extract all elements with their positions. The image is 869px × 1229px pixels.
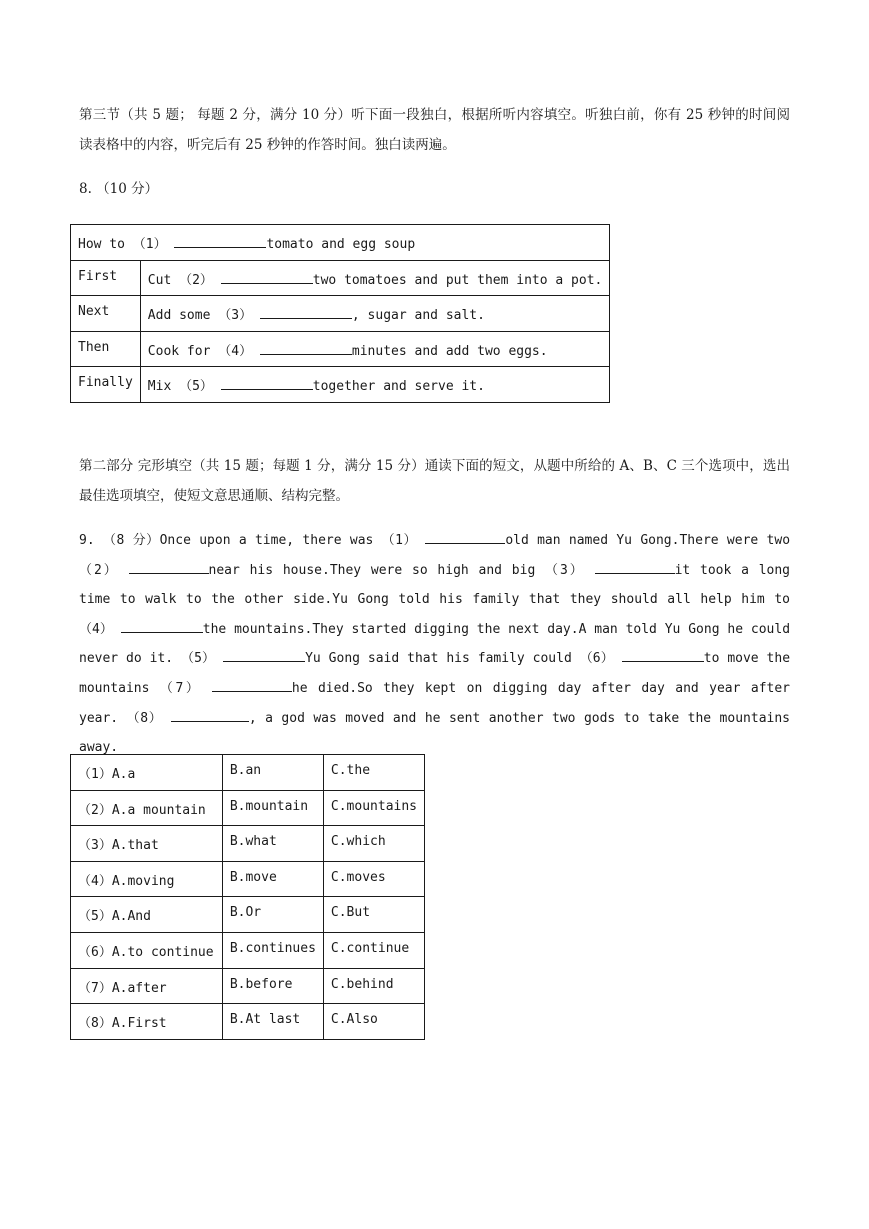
blank-4[interactable] bbox=[260, 340, 352, 355]
step-text-cell bbox=[140, 367, 610, 403]
blank-3[interactable] bbox=[595, 559, 675, 574]
recipe-text: How to （1） bbox=[78, 237, 167, 252]
table-row bbox=[71, 296, 610, 332]
table-row bbox=[71, 260, 610, 296]
blank-8[interactable] bbox=[171, 707, 249, 722]
table-row bbox=[71, 861, 425, 897]
step-text-cell bbox=[140, 296, 610, 332]
step-label: Then bbox=[71, 331, 141, 367]
step-label: Next bbox=[71, 296, 141, 332]
blank-1[interactable] bbox=[174, 233, 266, 248]
table-row bbox=[71, 968, 425, 1004]
passage-text: Yu Gong said that his family could （6） bbox=[305, 651, 614, 667]
recipe-text: minutes and add two eggs. bbox=[351, 343, 548, 359]
option-a[interactable]: （8）A.First bbox=[71, 1004, 223, 1040]
table-row bbox=[71, 790, 425, 826]
blank-5[interactable] bbox=[223, 647, 305, 662]
option-c[interactable]: C.Also bbox=[323, 1004, 424, 1040]
passage-text: to move the mountains （7） bbox=[79, 651, 791, 696]
option-b[interactable]: B.mountain bbox=[222, 790, 323, 826]
option-a[interactable]: （7）A.after bbox=[71, 968, 223, 1004]
option-a[interactable]: （4）A.moving bbox=[71, 861, 223, 897]
option-c[interactable]: C.moves bbox=[323, 861, 424, 897]
recipe-text: Cook for （4） bbox=[147, 343, 253, 359]
step-text-cell bbox=[140, 331, 610, 367]
option-c[interactable]: C.behind bbox=[323, 968, 424, 1004]
table-row bbox=[71, 331, 610, 367]
question-8-header: 8. （10 分） bbox=[79, 181, 159, 197]
option-a[interactable]: （1）A.a bbox=[71, 755, 223, 791]
part2-instructions: 第二部分 完形填空（共 15 题；每题 1 分，满分 15 分）通读下面的短文，从题中所给的 A、B、C 三个选项中，选出最佳选项填空，使短文意思通顺、结构完整。 bbox=[79, 458, 790, 504]
option-c[interactable]: C.the bbox=[323, 755, 424, 791]
table-row bbox=[71, 755, 425, 791]
option-b[interactable]: B.Or bbox=[222, 897, 323, 933]
passage-text: he died.So they kept on digging day after day and year after year. （8） bbox=[79, 680, 790, 726]
table-row bbox=[71, 826, 425, 862]
options-table bbox=[70, 754, 425, 1040]
recipe-text: Add some （3） bbox=[147, 308, 253, 324]
table-row bbox=[71, 897, 425, 933]
recipe-table bbox=[70, 224, 610, 403]
option-c[interactable]: C.mountains bbox=[323, 790, 424, 826]
step-label: Finally bbox=[71, 367, 141, 403]
recipe-text: tomato and egg soup bbox=[266, 237, 416, 252]
passage-text: the mountains.They started digging the next day.A man told Yu Gong he could never do it. （5） bbox=[79, 621, 791, 667]
recipe-text: two tomatoes and put them into a pot. bbox=[312, 272, 603, 288]
option-a[interactable]: （5）A.And bbox=[71, 897, 223, 933]
passage-text: 9. （8 分）Once upon a time, there was （1） bbox=[79, 533, 417, 548]
blank-4[interactable] bbox=[121, 618, 203, 633]
option-b[interactable]: B.At last bbox=[222, 1004, 323, 1040]
blank-7[interactable] bbox=[212, 677, 292, 692]
recipe-text: Mix （5） bbox=[147, 379, 213, 395]
option-c[interactable]: C.continue bbox=[323, 932, 424, 968]
passage-text: near his house.They were so high and big （3） bbox=[208, 562, 585, 578]
table-row bbox=[71, 932, 425, 968]
option-a[interactable]: （2）A.a mountain bbox=[71, 790, 223, 826]
recipe-title-cell bbox=[71, 225, 610, 261]
option-a[interactable]: （6）A.to continue bbox=[71, 932, 223, 968]
option-a[interactable]: （3）A.that bbox=[71, 826, 223, 862]
blank-6[interactable] bbox=[622, 647, 704, 662]
table-row bbox=[71, 367, 610, 403]
option-c[interactable]: C.which bbox=[323, 826, 424, 862]
blank-2[interactable] bbox=[221, 269, 313, 284]
blank-2[interactable] bbox=[129, 559, 209, 574]
option-c[interactable]: C.But bbox=[323, 897, 424, 933]
option-b[interactable]: B.what bbox=[222, 826, 323, 862]
blank-1[interactable] bbox=[425, 529, 505, 544]
recipe-text: , sugar and salt. bbox=[351, 308, 485, 324]
passage-text: old man named Yu Gong.There were two （2） bbox=[79, 533, 791, 578]
recipe-text: Cut （2） bbox=[147, 272, 213, 288]
blank-3[interactable] bbox=[260, 304, 352, 319]
option-b[interactable]: B.before bbox=[222, 968, 323, 1004]
passage-text: it took a long time to walk to the other side.Yu Gong told his family that they should all help him to （4） bbox=[79, 562, 791, 637]
blank-5[interactable] bbox=[221, 375, 313, 390]
question-9-passage bbox=[79, 526, 790, 763]
table-row bbox=[71, 1004, 425, 1040]
step-text-cell bbox=[140, 260, 610, 296]
option-b[interactable]: B.move bbox=[222, 861, 323, 897]
section3-instructions: 第三节（共 5 题； 每题 2 分，满分 10 分）听下面一段独白，根据所听内容填空。听独白前，你有 25 秒钟的时间阅读表格中的内容，听完后有 25 秒钟的作答时间。独白读两遍。 bbox=[79, 107, 790, 153]
step-label: First bbox=[71, 260, 141, 296]
passage-text: , a god was moved and he sent another two gods to take the mountains away. bbox=[79, 710, 790, 756]
option-b[interactable]: B.continues bbox=[222, 932, 323, 968]
table-row bbox=[71, 225, 610, 261]
option-b[interactable]: B.an bbox=[222, 755, 323, 791]
recipe-text: together and serve it. bbox=[312, 379, 485, 395]
